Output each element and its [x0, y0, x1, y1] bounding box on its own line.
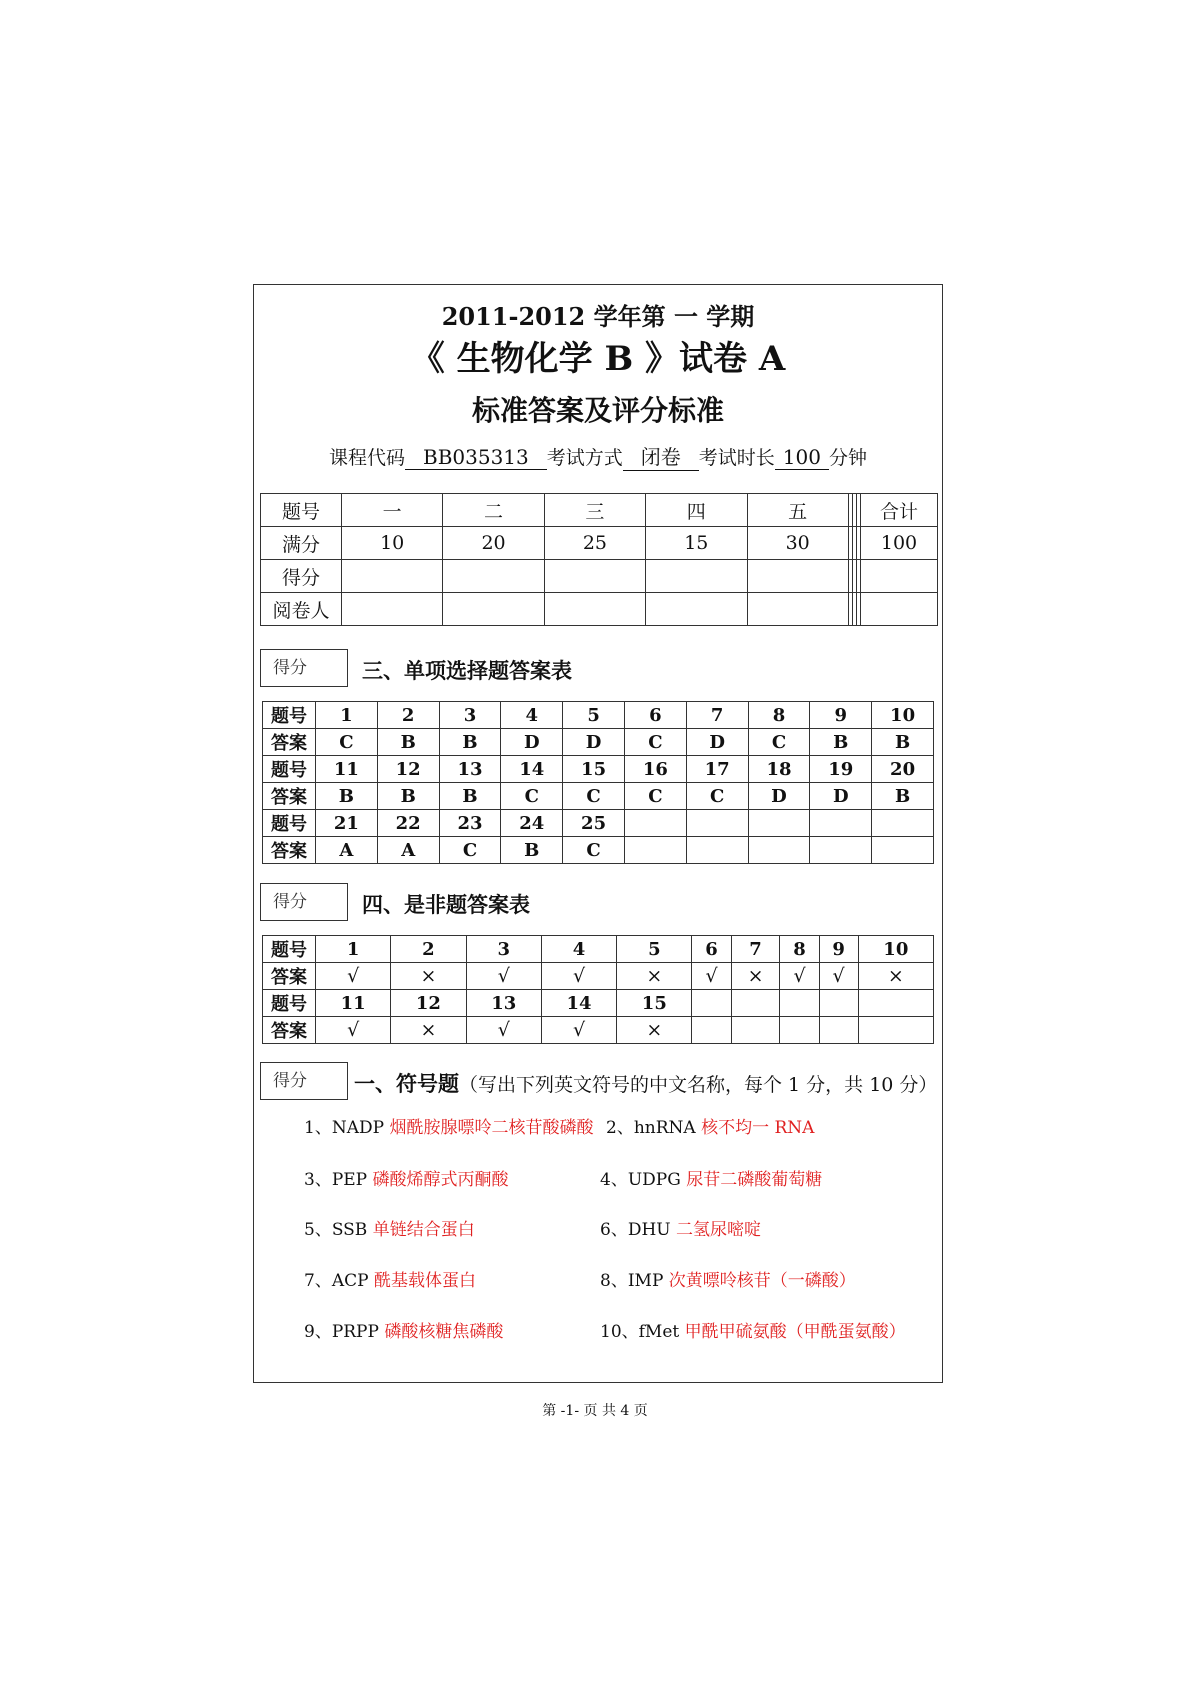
score-table-row-questions	[261, 494, 938, 527]
answer-cell: D	[748, 783, 810, 810]
symbol-score-box: 得分	[260, 1062, 348, 1100]
answer-cell: √	[466, 1017, 541, 1044]
symbol-label: 6、DHU	[600, 1220, 671, 1240]
full-mark-total: 100	[861, 527, 938, 560]
mc-number-row	[263, 702, 934, 729]
symbol-label: 8、IMP	[600, 1271, 664, 1291]
question-number-cell: 25	[563, 810, 625, 837]
question-cell: 四	[646, 494, 747, 527]
question-number-cell: 5	[563, 702, 625, 729]
answer-cell: C	[686, 783, 748, 810]
answer-cell: C	[316, 729, 378, 756]
answer-cell: B	[872, 783, 934, 810]
answer-cell: B	[439, 783, 501, 810]
question-number-cell: 1	[316, 702, 378, 729]
exam-duration-label: 考试时长	[698, 447, 775, 469]
mc-answer-table	[262, 701, 934, 864]
answer-cell	[731, 1017, 780, 1044]
tf-number-row	[263, 936, 934, 963]
symbol-label: 7、ACP	[304, 1271, 369, 1291]
answer-cell: B	[810, 729, 872, 756]
question-number-cell: 6	[624, 702, 686, 729]
question-number-cell: 3	[466, 936, 541, 963]
question-number-cell: 18	[748, 756, 810, 783]
symbol-answer: 单链结合蛋白	[372, 1220, 475, 1240]
score-table	[260, 493, 938, 626]
question-number-cell	[624, 810, 686, 837]
answer-cell	[858, 1017, 933, 1044]
exam-mode: 闭卷	[623, 441, 699, 471]
question-number-cell: 9	[810, 702, 872, 729]
row-label: 得分	[261, 560, 342, 593]
mc-number-row	[263, 810, 934, 837]
answer-cell	[624, 837, 686, 864]
question-number-cell: 7	[731, 936, 780, 963]
question-number-cell: 1	[316, 936, 391, 963]
question-number-cell: 22	[377, 810, 439, 837]
symbol-label: 3、PEP	[304, 1170, 368, 1190]
question-cell: 三	[544, 494, 645, 527]
grader-cell	[443, 593, 544, 626]
answer-cell: √	[692, 963, 731, 990]
answer-cell: B	[316, 783, 378, 810]
row-label: 题号	[261, 494, 342, 527]
mc-section-title: 三、单项选择题答案表	[362, 658, 572, 683]
answer-cell: √	[541, 1017, 616, 1044]
question-number-cell: 12	[391, 990, 466, 1017]
row-label: 答案	[263, 783, 316, 810]
exam-subtitle: 标准答案及评分标准	[471, 394, 724, 427]
question-number-cell: 19	[810, 756, 872, 783]
question-number-cell: 2	[391, 936, 466, 963]
answer-cell	[872, 837, 934, 864]
answer-cell: C	[563, 783, 625, 810]
row-label: 阅卷人	[261, 593, 342, 626]
question-number-cell: 14	[501, 756, 563, 783]
symbol-label: 5、SSB	[304, 1220, 368, 1240]
answer-cell: D	[686, 729, 748, 756]
page-footer: 第 -1- 页 共 4 页	[542, 1403, 648, 1419]
question-number-cell: 17	[686, 756, 748, 783]
answer-cell: C	[624, 783, 686, 810]
exam-title: 《 生物化学 B 》试卷 A	[410, 339, 786, 379]
question-number-cell: 8	[748, 702, 810, 729]
symbol-answer: 烟酰胺腺嘌呤二核苷酸磷酸	[389, 1118, 594, 1138]
course-code: BB035313	[405, 445, 547, 470]
answer-cell: A	[377, 837, 439, 864]
answer-cell	[748, 837, 810, 864]
row-label: 题号	[263, 756, 316, 783]
row-label: 答案	[263, 729, 316, 756]
question-cell: 一	[342, 494, 443, 527]
score-cell	[646, 560, 747, 593]
question-number-cell: 8	[780, 936, 819, 963]
symbol-label: 1、NADP	[304, 1118, 385, 1138]
question-number-cell: 13	[439, 756, 501, 783]
question-number-cell: 23	[439, 810, 501, 837]
question-number-cell: 3	[439, 702, 501, 729]
answer-cell: ×	[391, 963, 466, 990]
exam-duration: 100	[775, 445, 829, 470]
answer-cell: C	[624, 729, 686, 756]
semester-heading: 2011-2012 学年第 一 学期	[441, 302, 755, 331]
answer-cell: ×	[731, 963, 780, 990]
answer-cell: ×	[617, 963, 692, 990]
answer-cell: √	[466, 963, 541, 990]
grader-cell	[646, 593, 747, 626]
score-table-row-earned	[261, 560, 938, 593]
answer-cell: C	[439, 837, 501, 864]
answer-cell: D	[501, 729, 563, 756]
symbol-answer: 尿苷二磷酸葡萄糖	[686, 1170, 823, 1190]
score-cell	[747, 560, 848, 593]
question-number-cell: 16	[624, 756, 686, 783]
answer-cell: C	[563, 837, 625, 864]
symbol-item	[606, 1113, 814, 1138]
row-label: 题号	[263, 810, 316, 837]
answer-cell: √	[316, 1017, 391, 1044]
answer-cell: √	[780, 963, 819, 990]
question-number-cell	[810, 810, 872, 837]
full-mark-cell: 20	[443, 527, 544, 560]
answer-cell: B	[377, 783, 439, 810]
symbol-answer: 酰基载体蛋白	[373, 1271, 476, 1291]
symbol-item	[600, 1266, 856, 1291]
symbol-section-title	[354, 1068, 937, 1098]
answer-cell: ×	[617, 1017, 692, 1044]
symbol-item	[600, 1165, 822, 1190]
symbol-answer: 次黄嘌呤核苷（一磷酸）	[668, 1271, 856, 1291]
question-number-cell: 14	[541, 990, 616, 1017]
answer-cell	[692, 1017, 731, 1044]
question-number-cell: 11	[316, 990, 391, 1017]
answer-cell: C	[748, 729, 810, 756]
mc-answer-row	[263, 837, 934, 864]
question-number-cell: 15	[563, 756, 625, 783]
full-mark-cell: 10	[342, 527, 443, 560]
symbol-label: 2、hnRNA	[606, 1118, 696, 1138]
row-label: 题号	[263, 990, 316, 1017]
question-number-cell: 24	[501, 810, 563, 837]
grader-cell	[544, 593, 645, 626]
symbol-label: 9、PRPP	[304, 1322, 379, 1342]
row-label: 答案	[263, 963, 316, 990]
exam-mode-label: 考试方式	[546, 447, 623, 469]
symbol-answer: 磷酸核糖焦磷酸	[384, 1322, 504, 1342]
answer-cell	[686, 837, 748, 864]
answer-cell: √	[541, 963, 616, 990]
answer-cell: √	[819, 963, 858, 990]
answer-cell: C	[501, 783, 563, 810]
question-number-cell	[780, 990, 819, 1017]
question-number-cell	[858, 990, 933, 1017]
score-cell	[861, 560, 938, 593]
question-number-cell: 10	[858, 936, 933, 963]
score-cell	[342, 560, 443, 593]
answer-cell: D	[810, 783, 872, 810]
tf-answer-row	[263, 963, 934, 990]
question-number-cell	[692, 990, 731, 1017]
question-number-cell	[819, 990, 858, 1017]
question-number-cell: 13	[466, 990, 541, 1017]
course-info	[254, 441, 942, 471]
tf-answer-table	[262, 935, 934, 1044]
answer-cell: √	[316, 963, 391, 990]
question-cell: 二	[443, 494, 544, 527]
answer-cell	[780, 1017, 819, 1044]
tf-answer-row	[263, 1017, 934, 1044]
row-label: 满分	[261, 527, 342, 560]
full-mark-cell: 15	[646, 527, 747, 560]
symbol-instructions: （写出下列英文符号的中文名称，每个 1 分，共 10 分）	[459, 1074, 938, 1096]
symbol-item	[304, 1165, 509, 1190]
question-number-cell	[686, 810, 748, 837]
course-code-label: 课程代码	[329, 447, 406, 469]
symbol-item	[600, 1317, 906, 1342]
symbol-item	[304, 1215, 475, 1240]
question-number-cell: 9	[819, 936, 858, 963]
answer-cell: ×	[391, 1017, 466, 1044]
score-table-row-full-marks	[261, 527, 938, 560]
question-number-cell: 6	[692, 936, 731, 963]
mc-answer-row	[263, 729, 934, 756]
score-cell	[443, 560, 544, 593]
question-number-cell: 4	[541, 936, 616, 963]
question-number-cell: 10	[872, 702, 934, 729]
symbol-title-text: 一、符号题	[354, 1071, 459, 1096]
symbol-label: 10、fMet	[600, 1322, 680, 1342]
symbol-answer: 二氢尿嘧啶	[676, 1220, 762, 1240]
answer-cell: A	[316, 837, 378, 864]
question-number-cell: 20	[872, 756, 934, 783]
question-number-cell: 15	[617, 990, 692, 1017]
symbol-answer: 磷酸烯醇式丙酮酸	[372, 1170, 509, 1190]
symbol-answer: 甲酰甲硫氨酸（甲酰蛋氨酸）	[684, 1322, 906, 1342]
mc-number-row	[263, 756, 934, 783]
answer-cell: B	[439, 729, 501, 756]
mc-answer-body	[263, 702, 934, 864]
grader-cell	[747, 593, 848, 626]
symbol-item	[600, 1215, 761, 1240]
question-number-cell	[872, 810, 934, 837]
total-header: 合计	[861, 494, 938, 527]
grader-cell	[861, 593, 938, 626]
exam-duration-unit: 分钟	[828, 447, 867, 469]
symbol-item	[304, 1113, 593, 1138]
row-label: 答案	[263, 1017, 316, 1044]
question-number-cell: 11	[316, 756, 378, 783]
tf-section-title: 四、是非题答案表	[362, 892, 530, 917]
tf-score-box: 得分	[260, 883, 348, 921]
answer-cell: B	[501, 837, 563, 864]
question-number-cell	[731, 990, 780, 1017]
tf-answer-body	[263, 936, 934, 1044]
question-number-cell: 12	[377, 756, 439, 783]
exam-page-frame	[253, 284, 943, 1383]
answer-cell: ×	[858, 963, 933, 990]
question-number-cell: 4	[501, 702, 563, 729]
row-label: 题号	[263, 936, 316, 963]
question-number-cell	[748, 810, 810, 837]
full-mark-cell: 25	[544, 527, 645, 560]
symbol-label: 4、UDPG	[600, 1170, 681, 1190]
question-number-cell: 2	[377, 702, 439, 729]
symbol-item	[304, 1317, 503, 1342]
question-number-cell: 5	[617, 936, 692, 963]
answer-cell	[819, 1017, 858, 1044]
question-number-cell: 7	[686, 702, 748, 729]
row-label: 题号	[263, 702, 316, 729]
symbol-answer: 核不均一 RNA	[701, 1118, 815, 1138]
row-label: 答案	[263, 837, 316, 864]
grader-cell	[342, 593, 443, 626]
answer-cell	[810, 837, 872, 864]
mc-answer-row	[263, 783, 934, 810]
question-cell: 五	[747, 494, 848, 527]
question-number-cell: 21	[316, 810, 378, 837]
symbol-item	[304, 1266, 476, 1291]
score-cell	[544, 560, 645, 593]
answer-cell: B	[377, 729, 439, 756]
score-table-row-grader	[261, 593, 938, 626]
tf-number-row	[263, 990, 934, 1017]
mc-score-box: 得分	[260, 649, 348, 687]
answer-cell: B	[872, 729, 934, 756]
full-mark-cell: 30	[747, 527, 848, 560]
answer-cell: D	[563, 729, 625, 756]
